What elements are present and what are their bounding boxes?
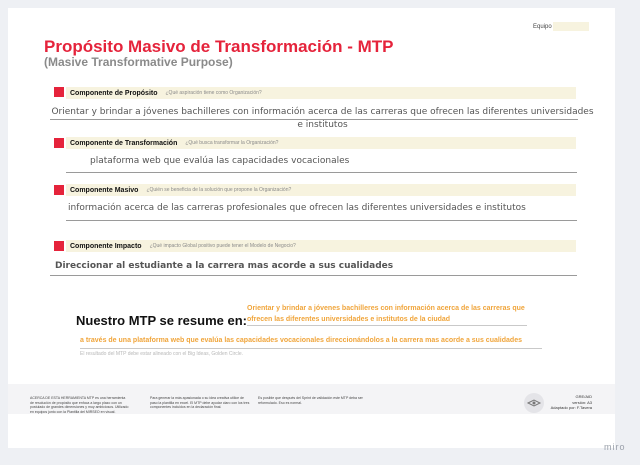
transformation-question: ¿Qué busca transformar la Organización?: [185, 140, 279, 146]
summary-text-a[interactable]: Orientar y brindar a jóvenes bachilleres con información acerca de las carreras que ofrecen las diferentes universidades e institutos de la ciudad: [247, 305, 525, 323]
summary-hint: El resultado del MTP debe estar alineado con el Big Ideas, Golden Circle.: [80, 351, 244, 357]
massive-answer[interactable]: información acerca de las carreras profesionales que ofrecen las diferentes universidades e institutos: [68, 203, 526, 213]
purpose-question: ¿Qué aspiración tiene como Organización?: [165, 90, 262, 96]
team-input[interactable]: [553, 22, 589, 31]
purpose-answer[interactable]: Orientar y brindar a jóvenes bachilleres con información acerca de las carreras que ofrecen las diferentes universidades e institutos: [51, 107, 594, 130]
purpose-label: Componente de Propósito: [70, 89, 158, 97]
brand-logo-icon: [524, 393, 544, 413]
summary-b-underline: [80, 348, 542, 349]
impact-answer[interactable]: Direccionar al estudiante a la carrera mas acorde a sus cualidades: [55, 261, 394, 271]
transformation-marker: [54, 138, 64, 148]
footer-version: versión: A3: [572, 399, 592, 405]
transformation-header: [66, 137, 576, 149]
impact-label: Componente Impacto: [70, 242, 142, 250]
footer-note-text: Es posible que después del Sprint de validación este MTP deba ser reformulado. Eso es normal.: [258, 396, 363, 405]
transformation-answer[interactable]: plataforma web que evalúa las capacidades vocacionales: [90, 156, 350, 166]
impact-underline: [50, 275, 577, 276]
purpose-marker: [54, 87, 64, 97]
team-label: Equipo: [533, 24, 552, 30]
page-title: Propósito Masivo de Transformación - MTP: [44, 37, 394, 56]
impact-header: [66, 240, 576, 252]
purpose-header: [66, 87, 576, 99]
footer-about-text: ACERCA DE ESTA HERRAMIENTA MTP es una herramienta de resolución de propósito que enfoca a largo plazo con un postulado de grandes dimensiones y muy ambiciosos. Utilizado en equipos junto con la Plantilla del MIRSEO en visual.: [30, 396, 129, 414]
transformation-underline: [66, 172, 577, 173]
transformation-label: Componente de Transformación: [70, 139, 178, 147]
purpose-underline: [50, 119, 578, 120]
canvas-sheet: [8, 8, 615, 448]
footer-code: GRE/AID: [575, 394, 592, 399]
miro-watermark: miro: [604, 442, 626, 452]
impact-marker: [54, 241, 64, 251]
footer-adapted: Adaptado por: F.Tavera: [550, 405, 592, 410]
summary-text-b[interactable]: a través de una plataforma web que evalúa las capacidades vocacionales direccionándolos a la carrera mas acorde a sus cualidades: [80, 337, 522, 344]
impact-question: ¿Qué impacto Global positivo puede tener el Modelo de Negocio?: [149, 243, 296, 249]
footer-instructions-text: Para generar la más apasionada o su idea creativa utilice de paso la plantilla en excel. El MTP debe ayudar claro con los tres componentes incluidos en la declaración final.: [150, 396, 250, 409]
page-subtitle: (Masive Transformative Purpose): [44, 55, 233, 69]
massive-question: ¿Quién se beneficia de la solución que propone la Organización?: [146, 187, 292, 193]
footer-meta: [548, 394, 592, 411]
massive-marker: [54, 185, 64, 195]
massive-underline: [66, 220, 577, 221]
massive-label: Componente Masivo: [70, 186, 139, 194]
summary-title: Nuestro MTP se resume en:: [76, 313, 247, 328]
summary-underline: [247, 325, 527, 326]
massive-header: [66, 184, 576, 196]
